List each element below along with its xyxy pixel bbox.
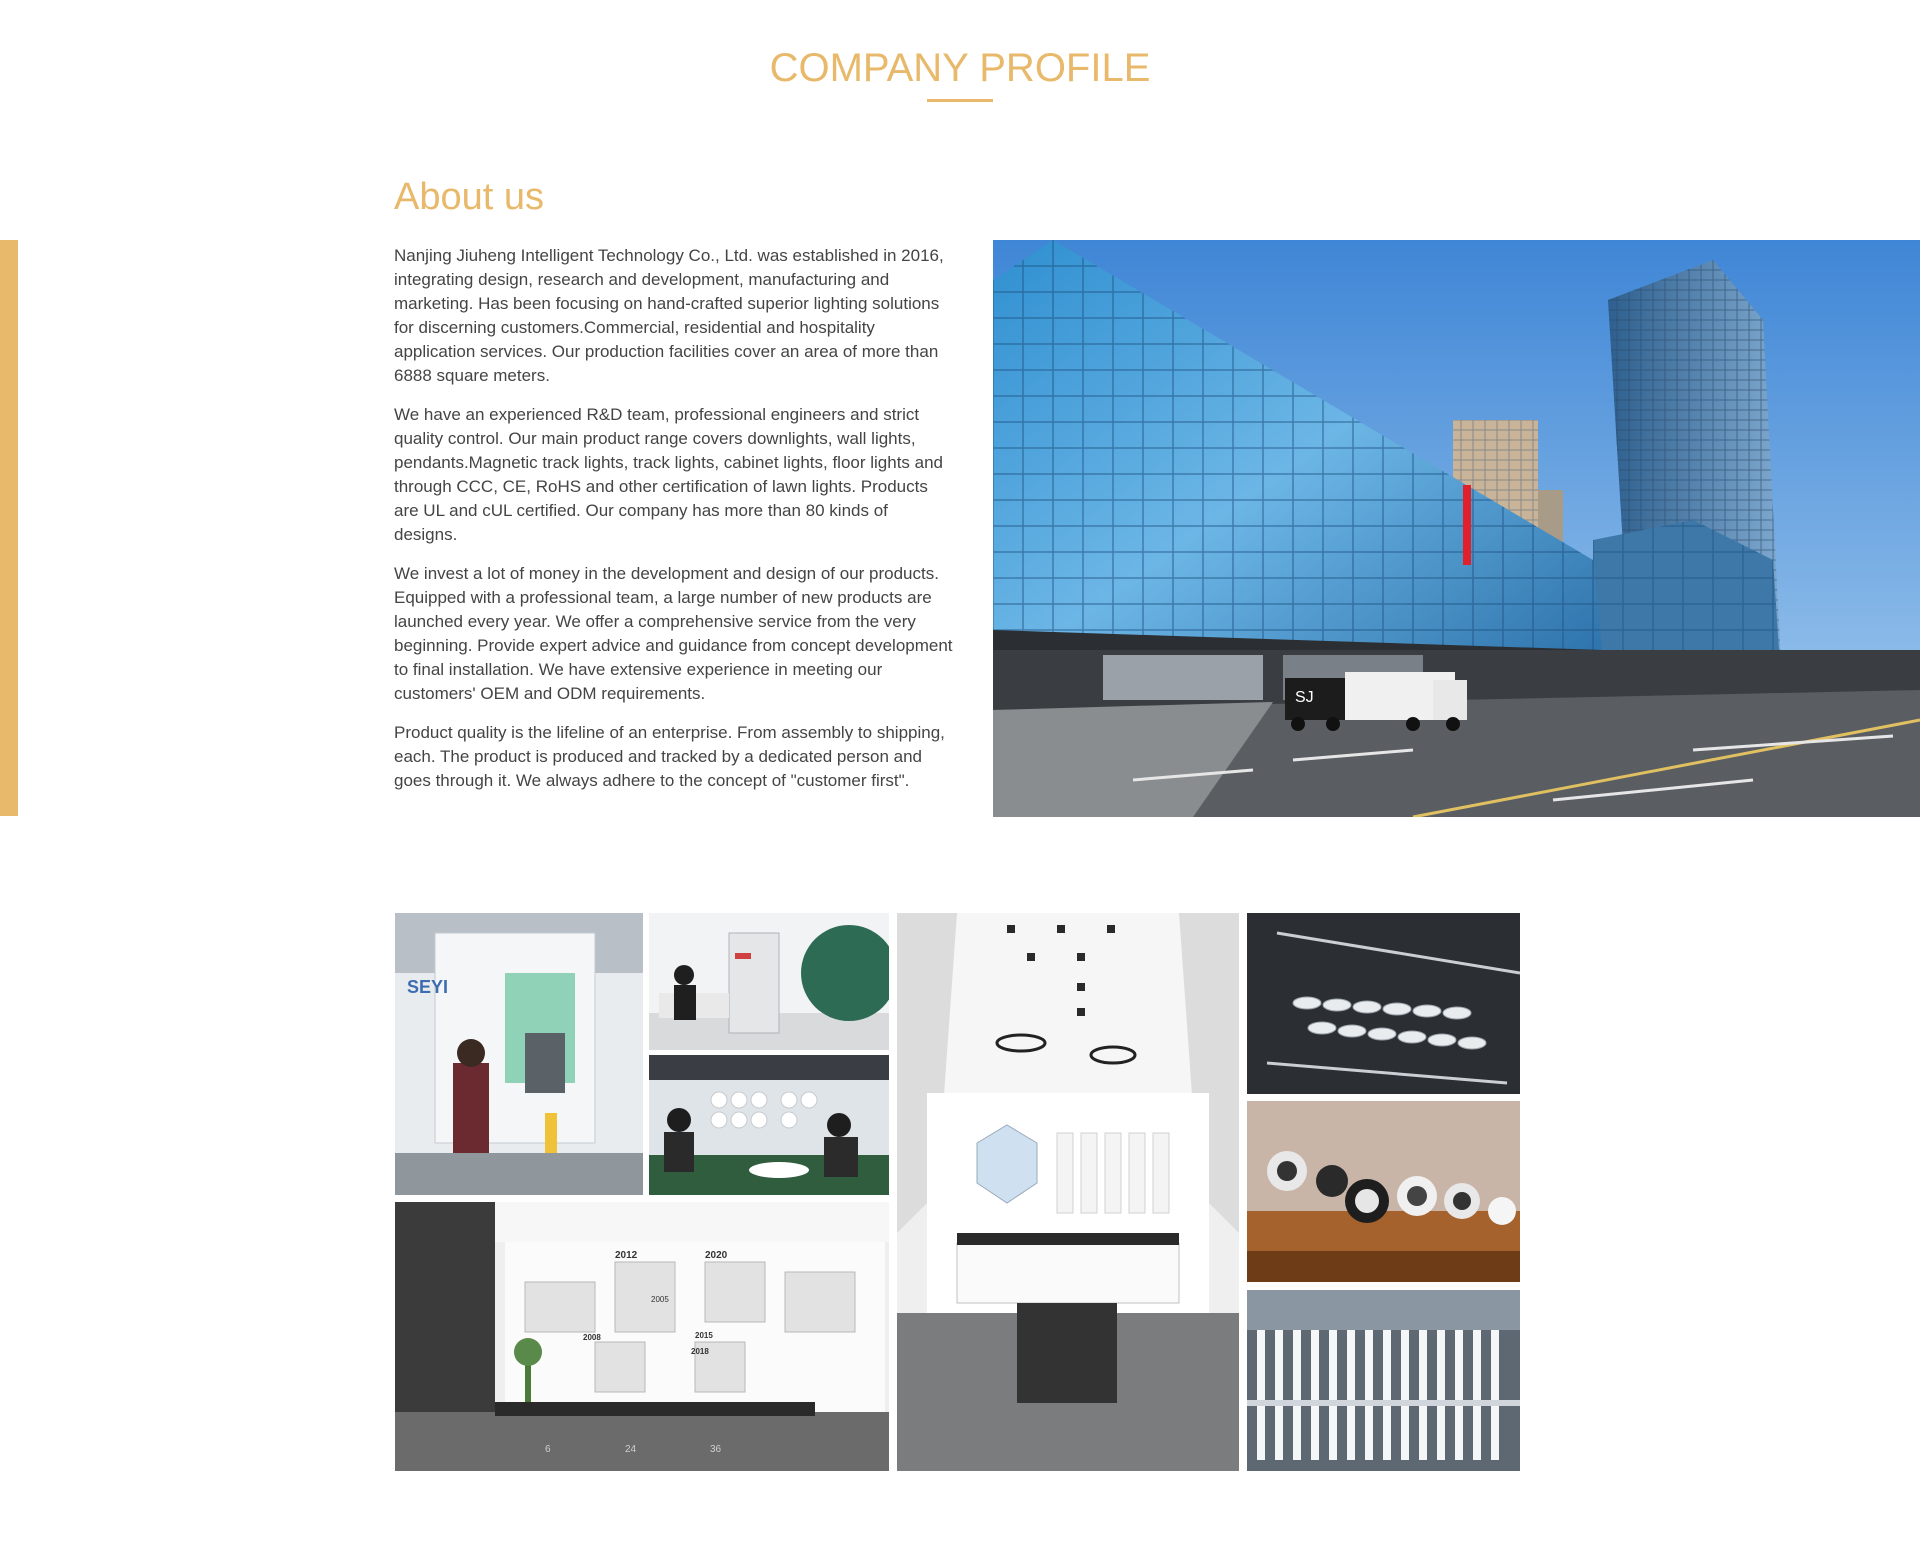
exhibition-year: 2018 xyxy=(691,1347,709,1356)
truck-logo-text: SJ xyxy=(1295,689,1314,706)
exhibition-year: 2005 xyxy=(651,1295,669,1304)
gallery-photo-aging-rack xyxy=(1247,913,1520,1094)
about-paragraph: We invest a lot of money in the development and design of our products. Equipped with a professional team, a large number of new products are launched every year. We offer a comprehensive service from the very beginning. Provide expert advice and guidance from concept development to final installation. We have extensive experience in meeting our customers' OEM and ODM requirements. xyxy=(394,564,953,703)
about-paragraph: We have an experienced R&D team, professional engineers and strict quality control. Our main product range covers downlights, wall lights, pendants.Magnetic track lights, track lights, cabinet lights, floor lights and through CCC, CE, RoHS and other certification of lawn lights. Products are UL and cUL certified. Our company has more than 80 kinds of designs. xyxy=(394,405,944,544)
about-paragraph: Nanjing Jiuheng Intelligent Technology Co., Ltd. was established in 2016, integrating design, research and development, manufacturing and marketing. Has been focusing on hand-crafted superior lighting solutions for discerning customers.Commercial, residential and hospitality application services. Our production facilities cover an area of more than 6888 square meters. xyxy=(394,246,944,385)
gallery-photo-exhibition-wall xyxy=(395,1202,889,1471)
title-underline xyxy=(927,99,993,102)
gallery-photo-press-machine xyxy=(395,913,643,1195)
building-photo xyxy=(993,240,1920,817)
exhibition-year: 2008 xyxy=(583,1333,601,1342)
accent-bar xyxy=(0,240,18,816)
floor-number: 6 xyxy=(545,1444,551,1455)
gallery-photo-test-lab xyxy=(649,913,889,1050)
exhibition-year: 2012 xyxy=(615,1250,638,1261)
gallery-photo-showroom xyxy=(897,913,1239,1471)
floor-number: 24 xyxy=(625,1444,637,1455)
gallery-photo-downlights xyxy=(1247,1101,1520,1282)
about-heading: About us xyxy=(394,176,544,218)
floor-number: 36 xyxy=(710,1444,722,1455)
section-title: COMPANY PROFILE xyxy=(769,46,1151,90)
exhibition-year: 2015 xyxy=(695,1331,713,1340)
gallery-photo-linear-lights xyxy=(1247,1290,1520,1471)
about-paragraph: Product quality is the lifeline of an enterprise. From assembly to shipping, each. The product is produced and tracked by a dedicated person and goes through it. We always adhere to the concept of "customer first". xyxy=(394,723,945,790)
about-text xyxy=(394,244,954,808)
press-brand-text: SEYI xyxy=(407,977,449,997)
building-illustration xyxy=(993,240,1920,817)
exhibition-year: 2020 xyxy=(705,1250,728,1261)
gallery-photo-assembly-line xyxy=(649,1055,889,1195)
